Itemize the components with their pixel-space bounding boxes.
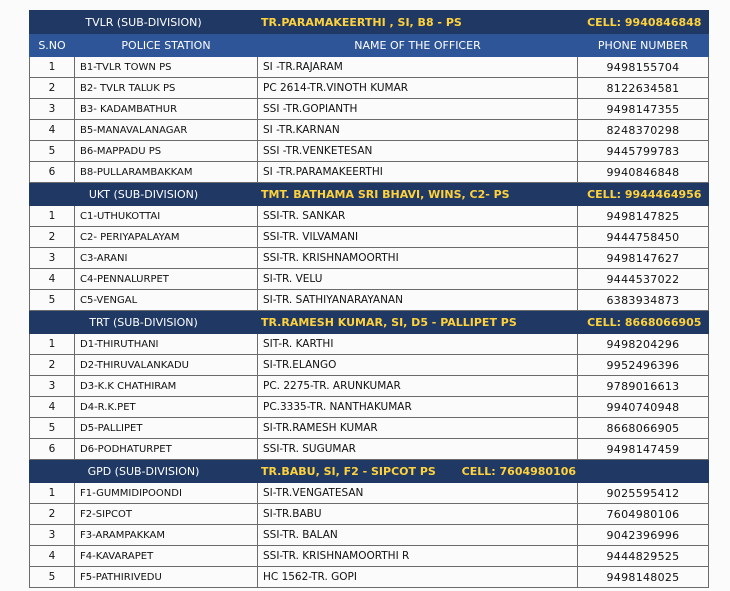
- phone-cell: 7604980106: [578, 504, 709, 525]
- station-cell: F5-PATHIRIVEDU: [75, 567, 258, 588]
- table-row: [30, 418, 709, 439]
- station-cell: C4-PENNALURPET: [75, 269, 258, 290]
- sno-cell: 1: [30, 57, 75, 78]
- officer-cell: SSI-TR. KRISHNAMOORTHI: [258, 248, 578, 269]
- header-station: POLICE STATION: [75, 34, 258, 57]
- table-row: [30, 162, 709, 183]
- sno-cell: 5: [30, 567, 75, 588]
- phone-cell: 8668066905: [578, 418, 709, 439]
- table-row: [30, 439, 709, 460]
- officer-cell: PC. 2275-TR. ARUNKUMAR: [258, 376, 578, 397]
- header-phone: PHONE NUMBER: [578, 34, 709, 57]
- table-row: [30, 355, 709, 376]
- phone-cell: 8122634581: [578, 78, 709, 99]
- station-cell: B1-TVLR TOWN PS: [75, 57, 258, 78]
- officer-cell: SI-TR.RAMESH KUMAR: [258, 418, 578, 439]
- table-row: [30, 504, 709, 525]
- sno-cell: 3: [30, 376, 75, 397]
- subdivision-row: [30, 11, 709, 34]
- sno-cell: 3: [30, 99, 75, 120]
- station-cell: F2-SIPCOT: [75, 504, 258, 525]
- subdivision-name: TVLR (SUB-DIVISION): [30, 11, 258, 34]
- table-row: [30, 57, 709, 78]
- sno-cell: 1: [30, 206, 75, 227]
- table-row: [30, 141, 709, 162]
- phone-cell: 9444758450: [578, 227, 709, 248]
- subdivision-officer: TR.RAMESH KUMAR, SI, D5 - PALLIPET PS: [258, 311, 578, 334]
- station-cell: D4-R.K.PET: [75, 397, 258, 418]
- sno-cell: 4: [30, 269, 75, 290]
- officer-cell: SI-TR. VELU: [258, 269, 578, 290]
- subdivision-name: UKT (SUB-DIVISION): [30, 183, 258, 206]
- phone-cell: 9042396996: [578, 525, 709, 546]
- station-cell: D6-PODHATURPET: [75, 439, 258, 460]
- table-row: [30, 290, 709, 311]
- subdivision-row: [30, 311, 709, 334]
- station-cell: F4-KAVARAPET: [75, 546, 258, 567]
- table-row: [30, 248, 709, 269]
- officer-cell: SSI-TR. SUGUMAR: [258, 439, 578, 460]
- officer-cell: SSI -TR.GOPIANTH: [258, 99, 578, 120]
- station-cell: B6-MAPPADU PS: [75, 141, 258, 162]
- phone-cell: 9789016613: [578, 376, 709, 397]
- phone-cell: 9444537022: [578, 269, 709, 290]
- sno-cell: 5: [30, 141, 75, 162]
- officer-cell: SIT-R. KARTHI: [258, 334, 578, 355]
- table-row: [30, 567, 709, 588]
- officer-cell: SI -TR.KARNAN: [258, 120, 578, 141]
- table-row: [30, 334, 709, 355]
- table-row: [30, 546, 709, 567]
- station-cell: C2- PERIYAPALAYAM: [75, 227, 258, 248]
- phone-cell: 8248370298: [578, 120, 709, 141]
- table-row: [30, 525, 709, 546]
- table-row: [30, 269, 709, 290]
- column-header-row: [30, 34, 709, 57]
- sno-cell: 2: [30, 78, 75, 99]
- subdivision-officer: TMT. BATHAMA SRI BHAVI, WINS, C2- PS: [258, 183, 578, 206]
- table-row: [30, 376, 709, 397]
- sno-cell: 5: [30, 290, 75, 311]
- officer-cell: HC 1562-TR. GOPI: [258, 567, 578, 588]
- subdivision-cell: CELL: 8668066905: [578, 311, 709, 334]
- sno-cell: 4: [30, 397, 75, 418]
- subdivision-cell: CELL: 9944464956: [578, 183, 709, 206]
- station-cell: D5-PALLIPET: [75, 418, 258, 439]
- subdivision-officer: TR.BABU, SI, F2 - SIPCOT PS: [261, 464, 436, 478]
- sno-cell: 2: [30, 355, 75, 376]
- officer-cell: SI-TR.VENGATESAN: [258, 483, 578, 504]
- officer-cell: SI-TR.BABU: [258, 504, 578, 525]
- table-row: [30, 483, 709, 504]
- officer-cell: SSI -TR.VENKETESAN: [258, 141, 578, 162]
- sno-cell: 5: [30, 418, 75, 439]
- subdivision-cell: CELL: 7604980106: [461, 464, 577, 478]
- officer-cell: SI-TR. SATHIYANARAYANAN: [258, 290, 578, 311]
- station-cell: B8-PULLARAMBAKKAM: [75, 162, 258, 183]
- sno-cell: 2: [30, 227, 75, 248]
- sno-cell: 3: [30, 525, 75, 546]
- station-cell: C5-VENGAL: [75, 290, 258, 311]
- subdivision-cell: CELL: 9940846848: [578, 11, 709, 34]
- phone-cell: 9498155704: [578, 57, 709, 78]
- table-row: [30, 227, 709, 248]
- table-row: [30, 206, 709, 227]
- phone-cell: 9498147627: [578, 248, 709, 269]
- station-cell: D1-THIRUTHANI: [75, 334, 258, 355]
- header-officer: NAME OF THE OFFICER: [258, 34, 578, 57]
- sno-cell: 1: [30, 334, 75, 355]
- table-row: [30, 397, 709, 418]
- sno-cell: 6: [30, 162, 75, 183]
- station-cell: F1-GUMMIDIPOONDI: [75, 483, 258, 504]
- phone-cell: 9498147825: [578, 206, 709, 227]
- officer-cell: SI -TR.PARAMAKEERTHI: [258, 162, 578, 183]
- station-cell: F3-ARAMPAKKAM: [75, 525, 258, 546]
- station-cell: C3-ARANI: [75, 248, 258, 269]
- phone-cell: 9444829525: [578, 546, 709, 567]
- station-cell: B2- TVLR TALUK PS: [75, 78, 258, 99]
- phone-cell: 9025595412: [578, 483, 709, 504]
- officer-cell: SSI-TR. SANKAR: [258, 206, 578, 227]
- phone-cell: 9445799783: [578, 141, 709, 162]
- subdivision-officer: TR.PARAMAKEERTHI , SI, B8 - PS: [258, 11, 578, 34]
- phone-cell: 9940846848: [578, 162, 709, 183]
- header-sno: S.NO: [30, 34, 75, 57]
- phone-cell: 9498147459: [578, 439, 709, 460]
- sno-cell: 4: [30, 120, 75, 141]
- station-cell: B5-MANAVALANAGAR: [75, 120, 258, 141]
- subdivision-officer-and-cell: [258, 460, 709, 483]
- sno-cell: 3: [30, 248, 75, 269]
- subdivision-row: [30, 460, 709, 483]
- phone-cell: 6383934873: [578, 290, 709, 311]
- table-row: [30, 99, 709, 120]
- station-cell: B3- KADAMBATHUR: [75, 99, 258, 120]
- subdivision-row: [30, 183, 709, 206]
- table-row: [30, 120, 709, 141]
- sno-cell: 1: [30, 483, 75, 504]
- officer-cell: SSI-TR. BALAN: [258, 525, 578, 546]
- phone-cell: 9940740948: [578, 397, 709, 418]
- phone-cell: 9498148025: [578, 567, 709, 588]
- subdivision-name: TRT (SUB-DIVISION): [30, 311, 258, 334]
- phone-cell: 9498204296: [578, 334, 709, 355]
- officer-cell: PC 2614-TR.VINOTH KUMAR: [258, 78, 578, 99]
- officer-cell: SI -TR.RAJARAM: [258, 57, 578, 78]
- phone-cell: 9498147355: [578, 99, 709, 120]
- subdivision-name: GPD (SUB-DIVISION): [30, 460, 258, 483]
- table-row: [30, 78, 709, 99]
- officer-cell: SI-TR.ELANGO: [258, 355, 578, 376]
- sno-cell: 4: [30, 546, 75, 567]
- officer-cell: PC.3335-TR. NANTHAKUMAR: [258, 397, 578, 418]
- station-cell: D2-THIRUVALANKADU: [75, 355, 258, 376]
- station-cell: D3-K.K CHATHIRAM: [75, 376, 258, 397]
- sno-cell: 2: [30, 504, 75, 525]
- officer-cell: SSI-TR. VILVAMANI: [258, 227, 578, 248]
- station-cell: C1-UTHUKOTTAI: [75, 206, 258, 227]
- sno-cell: 6: [30, 439, 75, 460]
- phone-cell: 9952496396: [578, 355, 709, 376]
- officer-cell: SSI-TR. KRISHNAMOORTHI R: [258, 546, 578, 567]
- police-contact-table: [29, 10, 709, 588]
